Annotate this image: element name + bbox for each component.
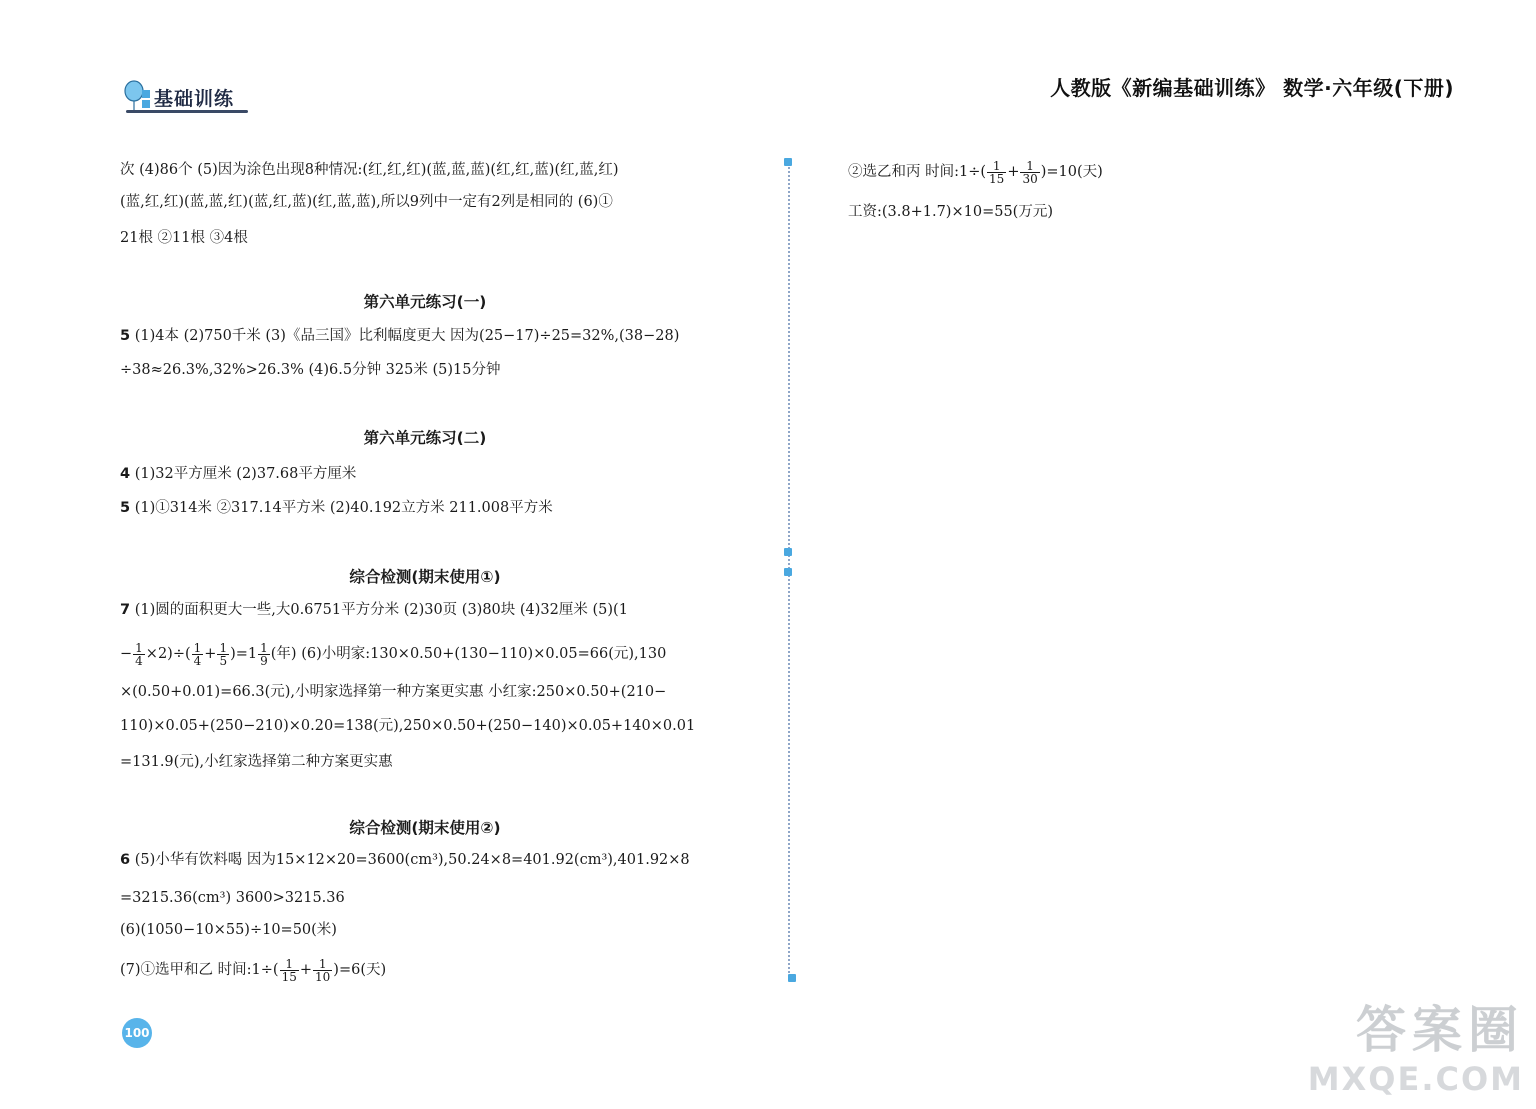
divider-marker	[788, 974, 796, 982]
divider-marker	[784, 568, 792, 576]
fraction-numerator: 1	[260, 640, 268, 655]
book-title: 人教版《新编基础训练》 数学·六年级(下册)	[1050, 76, 1454, 100]
fraction-numerator: 1	[219, 640, 228, 655]
section-heading-test-1: 综合检测(期末使用①)	[349, 568, 501, 586]
fraction-denominator: 10	[315, 969, 331, 984]
watermark-top: 答案圈	[1356, 1001, 1524, 1059]
test1-line-4: 110)×0.05+(250−210)×0.20=138(元),250×0.50+(250−140)×0.05+140×0.01	[120, 718, 696, 734]
fraction-numerator: 1	[1020, 160, 1039, 173]
fraction-denominator: 4	[135, 653, 143, 668]
test2-line-3: (6)(1050−10×55)÷10=50(米)	[120, 922, 337, 938]
text-part: ②选乙和丙 时间:1÷(	[848, 164, 987, 180]
section-heading-unit6-1: 第六单元练习(一)	[363, 293, 487, 311]
question-number: 4	[120, 466, 131, 482]
text-part: (7)①选甲和乙 时间:1÷(	[120, 962, 279, 978]
right-line-2: 工资:(3.8+1.7)×10=55(万元)	[848, 204, 1053, 220]
logo-text: 基础训练	[154, 88, 235, 110]
unit6-1-line-1	[120, 326, 679, 346]
fraction	[192, 642, 204, 667]
logo-underline	[126, 110, 248, 113]
unit6-1-line-2: ÷38≈26.3%,32%>26.3% (4)6.5分钟 325米 (5)15分钟	[120, 362, 501, 378]
text-part: ×2)÷(	[145, 646, 191, 662]
answer-text: (1)32平方厘米 (2)37.68平方厘米	[134, 466, 357, 482]
fraction	[1020, 160, 1039, 185]
watermark-bottom: MXQE.COM	[1307, 1060, 1524, 1098]
text-part: −	[120, 646, 133, 662]
test1-line-5: =131.9(元),小红家选择第二种方案更实惠	[120, 754, 393, 770]
answer-text: (1)4本 (2)750千米 (3)《品三国》比利幅度更大 因为(25−17)÷25=32%,(38−28)	[134, 328, 680, 344]
test2-line-4	[120, 956, 386, 984]
unit6-2-line-1	[120, 464, 356, 484]
balloon-icon	[122, 80, 152, 112]
question-number: 5	[120, 328, 131, 344]
text-part: )=6(天)	[333, 962, 387, 978]
fraction	[280, 958, 299, 983]
test1-line-1	[120, 600, 628, 620]
answer-text: (1)圆的面积更大一些,大0.6751平方分米 (2)30页 (3)80块 (4)32厘米 (5)(1	[134, 602, 628, 618]
text-part: )=10(天)	[1040, 164, 1103, 180]
fraction-denominator: 30	[1022, 171, 1038, 186]
intro-line-2: (蓝,红,红)(蓝,蓝,红)(蓝,红,蓝)(红,蓝,蓝),所以9列中一定有2列是相同的 (6)①	[120, 194, 613, 210]
fraction-numerator: 1	[280, 958, 299, 971]
intro-line-3: 21根 ②11根 ③4根	[120, 230, 248, 246]
divider-marker	[784, 158, 792, 166]
question-number: 6	[120, 852, 131, 868]
test2-line-2: =3215.36(cm³) 3600>3215.36	[120, 890, 345, 906]
text-part: +	[1007, 164, 1020, 180]
fraction	[258, 642, 270, 667]
test2-line-1	[120, 850, 690, 870]
divider-marker	[784, 548, 792, 556]
fraction-denominator: 15	[989, 171, 1005, 186]
fraction-denominator: 4	[193, 653, 202, 668]
text-part: (年) (6)小明家:130×0.50+(130−110)×0.05=66(元),130	[270, 646, 667, 662]
test1-line-3: ×(0.50+0.01)=66.3(元),小明家选择第一种方案更实惠 小红家:250×0.50+(210−	[120, 684, 667, 700]
answer-text: (5)小华有饮料喝 因为15×12×20=3600(cm³),50.24×8=401.92(cm³),401.92×8	[134, 852, 690, 868]
section-heading-test-2: 综合检测(期末使用②)	[349, 819, 501, 837]
answer-text: (1)①314米 ②317.14平方米 (2)40.192立方米 211.008平方米	[134, 500, 553, 516]
fraction	[987, 160, 1006, 185]
test1-line-2	[120, 640, 666, 668]
right-line-1	[848, 158, 1103, 186]
text-part: +	[204, 646, 217, 662]
fraction-numerator: 1	[193, 640, 202, 655]
fraction	[217, 642, 229, 667]
fraction-denominator: 5	[219, 653, 228, 668]
brand-logo	[122, 80, 252, 120]
fraction	[313, 958, 332, 983]
fraction-numerator: 1	[135, 640, 143, 655]
fraction-denominator: 9	[260, 653, 268, 668]
fraction-denominator: 15	[281, 969, 297, 984]
watermark	[1234, 1001, 1524, 1105]
text-part: )=1	[230, 646, 258, 662]
fraction-numerator: 1	[987, 160, 1006, 173]
fraction-numerator: 1	[313, 958, 332, 971]
section-heading-unit6-2: 第六单元练习(二)	[363, 429, 487, 447]
question-number: 5	[120, 500, 131, 516]
question-number: 7	[120, 602, 131, 618]
text-part: +	[299, 962, 313, 978]
intro-line-1: 次 (4)86个 (5)因为涂色出现8种情况:(红,红,红)(蓝,蓝,蓝)(红,红,蓝)(红,蓝,红)	[120, 162, 619, 178]
page-number: 100	[122, 1018, 152, 1048]
fraction	[133, 642, 145, 667]
unit6-2-line-2	[120, 498, 553, 518]
